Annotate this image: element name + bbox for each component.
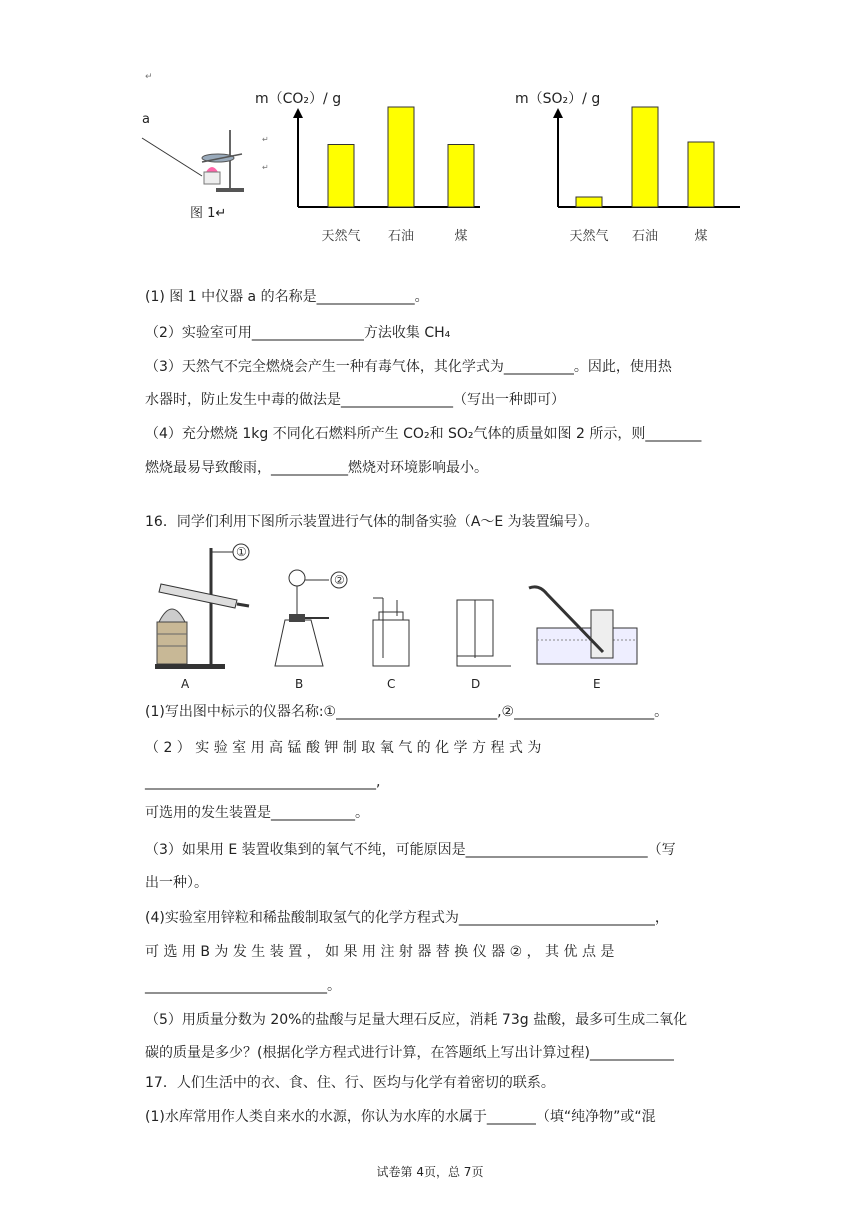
q16-line-7: (4)实验室用锌粒和稀盐酸制取氢气的化学方程式为____________________________，	[145, 910, 669, 926]
callout-2: ②	[334, 573, 345, 587]
q15-line-3: （3）天然气不完全燃烧会产生一种有毒气体，其化学式为__________。因此，使用热	[145, 359, 672, 375]
q15-line-6: 燃烧最易导致酸雨，___________燃烧对环境影响最小。	[145, 460, 488, 476]
q17-line-1: (1)水库常用作人类自来水的水源，你认为水库的水属于_______（填“纯净物”或“混	[145, 1109, 656, 1125]
q15-line-4: 水器时，防止发生中毒的做法是________________（写出一种即可）	[145, 392, 565, 408]
svg-text:↵: ↵	[262, 163, 269, 172]
svg-text:↵: ↵	[262, 135, 269, 144]
q16-line-6: 出一种）。	[145, 875, 208, 891]
y-axis-arrow	[293, 108, 303, 118]
q16-line-10: （5）用质量分数为 20%的盐酸与足量大理石反应，消耗 73g 盐酸，最多可生成二氧化	[145, 1012, 688, 1028]
q16-title: 16．同学们利用下图所示装置进行气体的制备实验（A～E 为装置编号）。	[145, 514, 599, 530]
apparatus-d	[457, 600, 511, 666]
q16-line-11: 碳的质量是多少？(根据化学方程式进行计算，在答题纸上写出计算过程)____________	[145, 1045, 674, 1061]
paragraph-mark: ↵	[145, 72, 153, 82]
label-c: C	[387, 677, 396, 691]
q15-line-2: （2）实验室可用________________方法收集 CH₄	[145, 325, 451, 341]
chart-so2	[548, 80, 748, 255]
label-e: E	[593, 677, 601, 691]
figure-1-caption: 图 1↵	[190, 206, 227, 221]
q15-line-1: (1) 图 1 中仪器 a 的名称是______________。	[145, 289, 429, 305]
label-b: B	[295, 677, 304, 691]
q16-line-3: _________________________________,	[145, 774, 381, 790]
label-a: A	[181, 677, 190, 691]
bar-石油	[632, 107, 658, 207]
apparatus-c	[373, 598, 409, 666]
page-footer: 试卷第 4页，总 7页	[376, 1165, 484, 1179]
apparatus-e	[529, 587, 637, 664]
bar-天然气	[328, 145, 354, 208]
bar-天然气	[576, 197, 602, 207]
y-axis-arrow	[553, 108, 563, 118]
q16-line-9: __________________________。	[145, 978, 341, 994]
chart-co2	[280, 80, 500, 255]
q16-line-4: 可选用的发生装置是____________。	[145, 805, 369, 821]
apparatus-a	[155, 544, 249, 669]
q16-line-2: （ 2 ） 实 验 室 用 高 锰 酸 钾 制 取 氧 气 的 化 学 方 程 式 为	[145, 740, 542, 756]
q16-line-5: （3）如果用 E 装置收集到的氧气不纯，可能原因是__________________________（写	[145, 842, 676, 858]
q17-title: 17．人们生活中的衣、食、住、行、医均与化学有着密切的联系。	[145, 1075, 555, 1091]
tick-label: 石油	[387, 229, 415, 244]
q16-line-8: 可 选 用 B 为 发 生 装 置 ， 如 果 用 注 射 器 替 换 仪 器 ② ， 其 优 点 是	[145, 944, 615, 960]
label-a: a	[142, 112, 150, 127]
tick-label: 煤	[694, 229, 708, 244]
chart-so2-ylabel: m（SO₂）/ g	[515, 91, 601, 107]
tick-label: 天然气	[321, 229, 361, 244]
callout-1: ①	[236, 545, 247, 559]
figure-1	[140, 70, 269, 230]
bar-煤	[688, 142, 714, 207]
apparatus-figure-16	[145, 540, 655, 700]
chart-co2-ylabel: m（CO₂）/ g	[255, 91, 342, 107]
tick-label: 石油	[631, 229, 659, 244]
q15-line-5: （4）充分燃烧 1kg 不同化石燃料所产生 CO₂和 SO₂气体的质量如图 2 所示，则________	[145, 426, 702, 442]
label-d: D	[471, 677, 481, 691]
bar-石油	[388, 107, 414, 207]
bar-煤	[448, 145, 474, 208]
q16-line-1: (1)写出图中标示的仪器名称:①_______________________,②____________________。	[145, 704, 669, 720]
tick-label: 煤	[454, 229, 468, 244]
tick-label: 天然气	[569, 229, 609, 244]
